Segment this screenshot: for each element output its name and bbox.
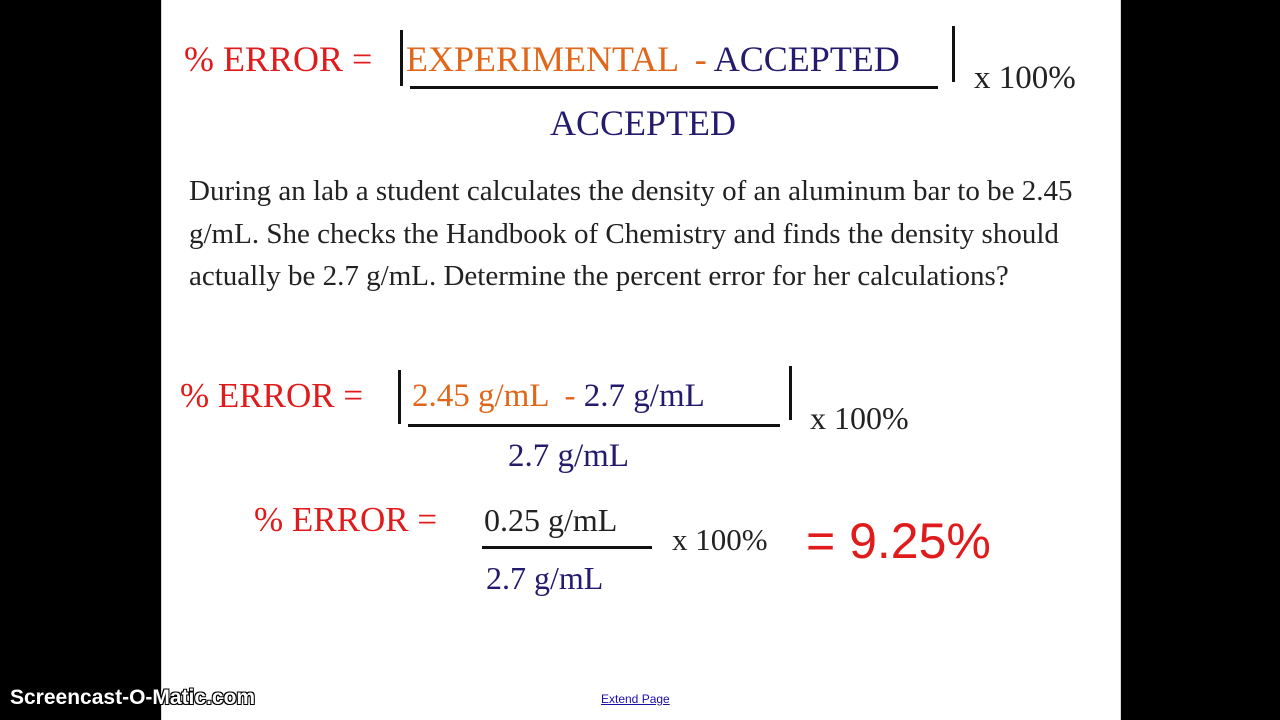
step2-multiplier: x 100% — [672, 522, 768, 557]
step2-denominator: 2.7 g/mL — [486, 560, 604, 596]
step1-experimental-value: 2.45 g/mL — [412, 378, 549, 414]
step1-minus: - — [564, 378, 576, 414]
step2-result: = 9.25% — [806, 513, 991, 569]
step1-abs-bar-left — [398, 370, 401, 424]
step1-abs-bar-right — [789, 366, 792, 420]
formula-fraction-line — [410, 86, 938, 89]
step1-accepted-top: 2.7 g/mL — [583, 378, 705, 414]
formula-label: % ERROR = — [184, 39, 373, 79]
extend-page-link[interactable]: Extend Page — [601, 692, 670, 706]
formula-denominator: ACCEPTED — [550, 103, 737, 143]
formula-multiplier: x 100% — [974, 60, 1076, 96]
step1-multiplier: x 100% — [810, 400, 909, 436]
step2-label: % ERROR = — [254, 500, 438, 539]
slide-page — [161, 0, 1121, 720]
formula-numerator — [406, 38, 900, 80]
formula-experimental: EXPERIMENTAL — [406, 39, 678, 79]
formula-abs-bar-left — [400, 30, 403, 86]
screencast-watermark: Screencast-O-Matic.com — [10, 686, 256, 709]
step1-numerator — [412, 378, 705, 415]
problem-text: During an lab a student calculates the density of an aluminum bar to be 2.45 g/mL. She checks the Handbook of Chemistry and finds the density should actually be 2.7 g/mL. Determine the percent error for her calculations? — [189, 175, 1073, 292]
step1-denominator: 2.7 g/mL — [508, 438, 629, 474]
step2-numerator: 0.25 g/mL — [484, 502, 618, 538]
step2-fraction-line — [482, 546, 652, 549]
formula-accepted-top: ACCEPTED — [713, 39, 900, 79]
step1-fraction-line — [408, 424, 780, 427]
formula-abs-bar-right — [952, 26, 955, 82]
formula-minus: - — [694, 39, 707, 79]
step1-label: % ERROR = — [180, 376, 364, 415]
